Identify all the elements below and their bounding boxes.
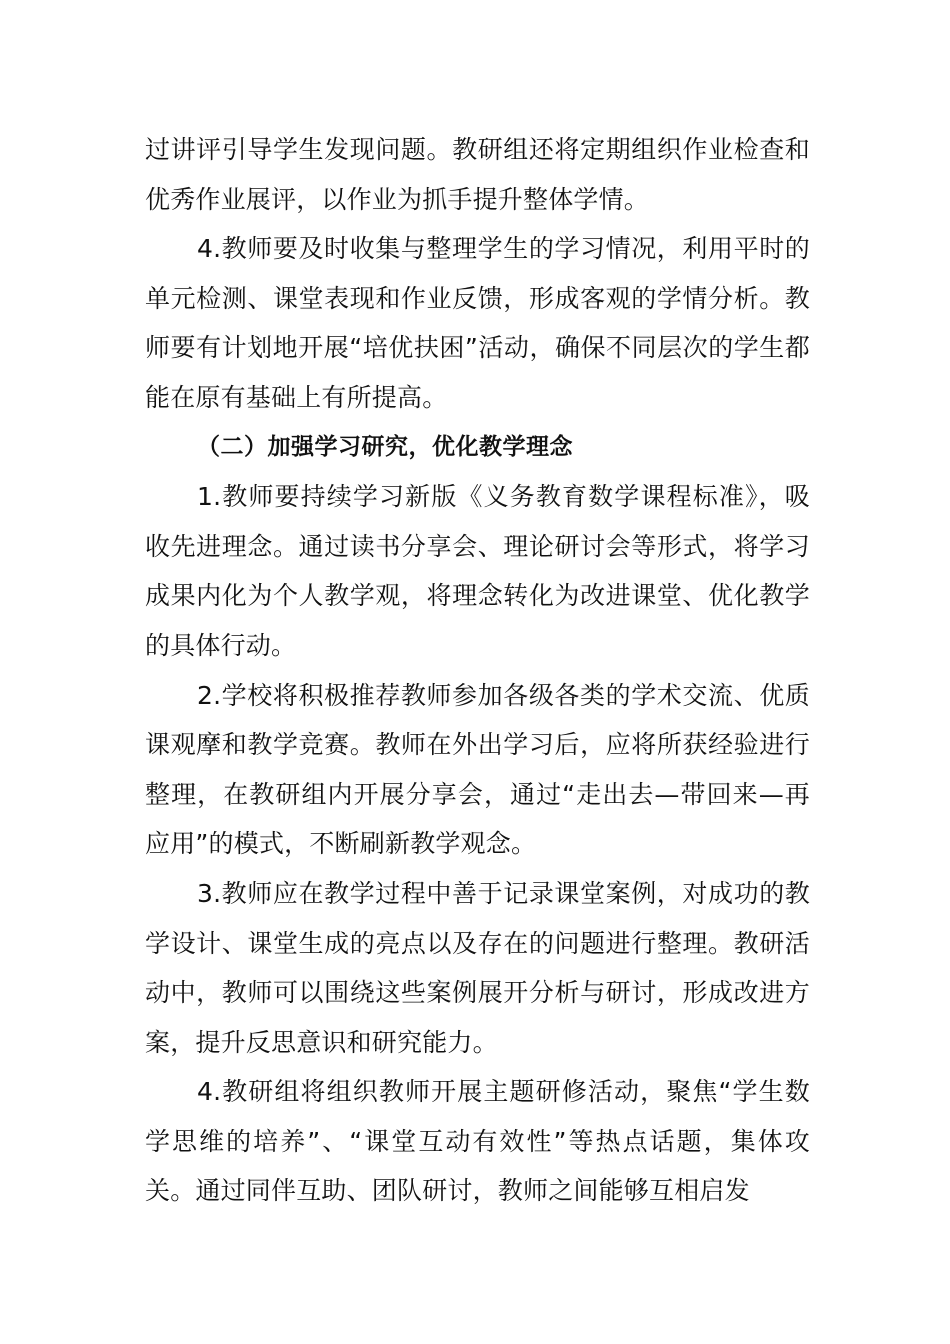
- paragraph-item-4-learning-status: 4.教师要及时收集与整理学生的学习情况，利用平时的单元检测、课堂表现和作业反馈，形成客观的学情分析。教师要有计划地开展“培优扶困”活动，确保不同层次的学生都能在原有基础上有所提高。: [145, 234, 810, 412]
- paragraph-item-4-theme-research: 4.教研组将组织教师开展主题研修活动，聚焦“学生数学思维的培养”、“课堂互动有效性”等热点话题，集体攻关。通过同伴互助、团队研讨，教师之间能够互相启发: [145, 1077, 810, 1206]
- paragraph-item-3-classroom-cases: 3.教师应在教学过程中善于记录课堂案例，对成功的教学设计、课堂生成的亮点以及存在的问题进行整理。教研活动中，教师可以围绕这些案例展开分析与研讨，形成改进方案，提升反思意识和研究能力。: [145, 878, 810, 1057]
- paragraph-continuation: 过讲评引导学生发现问题。教研组还将定期组织作业检查和优秀作业展评，以作业为抓手提升整体学情。: [145, 135, 810, 214]
- paragraph-item-2-academic-exchange: 2.学校将积极推荐教师参加各级各类的学术交流、优质课观摩和教学竞赛。教师在外出学习后，应将所获经验进行整理，在教研组内开展分享会，通过“走出去—带回来—再应用”的模式，不断刷新教学观念。: [145, 680, 810, 859]
- paragraph-item-1-curriculum-standard: 1.教师要持续学习新版《义务教育数学课程标准》，吸收先进理念。通过读书分享会、理论研讨会等形式，将学习成果内化为个人教学观，将理念转化为改进课堂、优化教学的具体行动。: [145, 482, 810, 660]
- section-heading: （二）加强学习研究，优化教学理念: [197, 433, 573, 460]
- document-body: [145, 125, 810, 1216]
